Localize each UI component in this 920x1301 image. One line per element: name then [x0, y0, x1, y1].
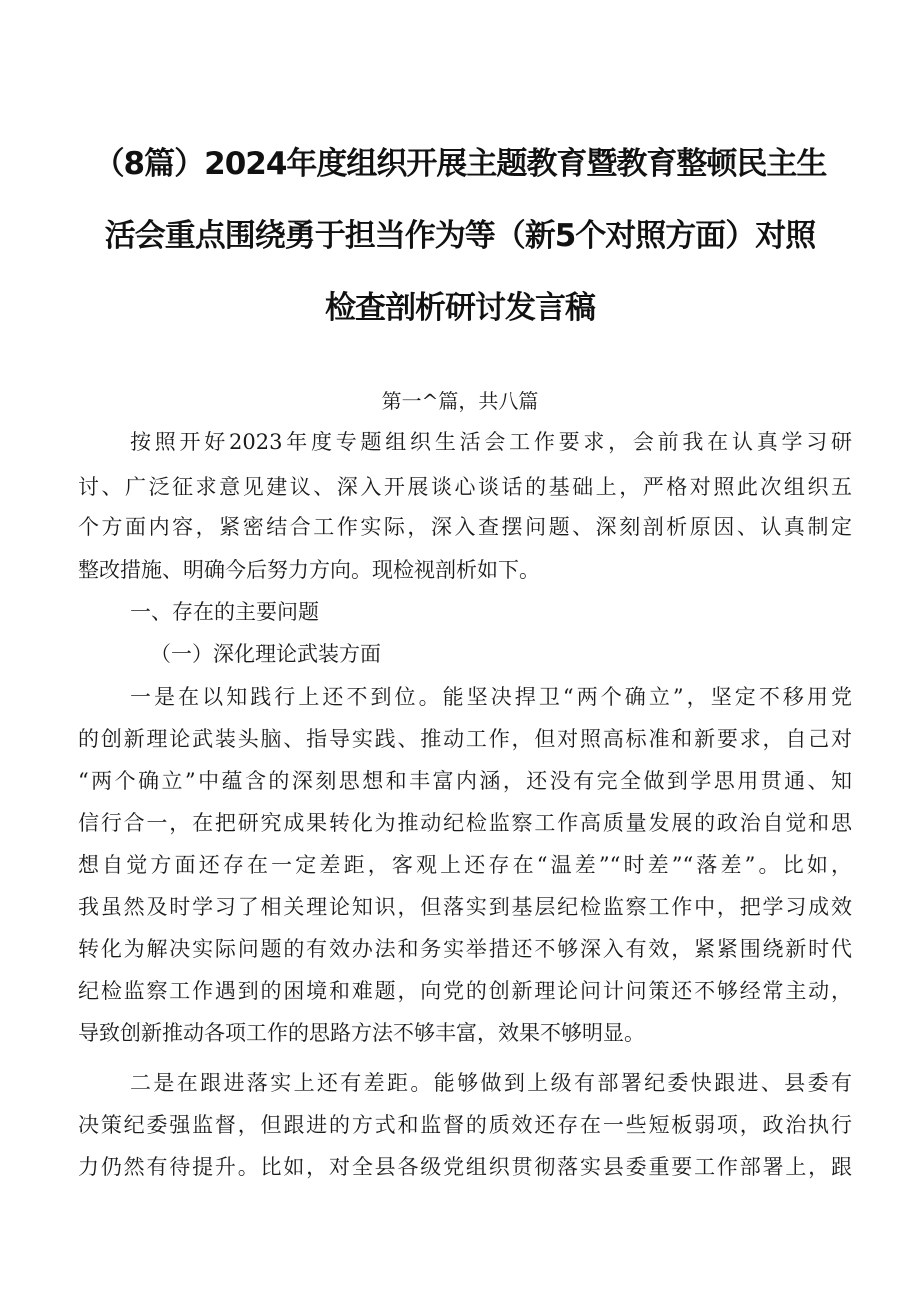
paragraph-2-line-3: “两个确立”中蕴含的深刻思想和丰富内涵，还没有完全做到学思用贯通、知: [78, 769, 852, 793]
paragraph-3-line-2: 决策纪委强监督，但跟进的方式和监督的质效还存在一些短板弱项，政治执行: [78, 1113, 852, 1137]
subsection-heading: （一）深化理论武装方面: [150, 642, 381, 666]
document-title-line-1: （8篇）2024年度组织开展主题教育暨教育整顿民主生: [93, 146, 827, 182]
document-title-line-3: 检查剖析研讨发言稿: [325, 290, 595, 326]
document-subtitle: 第一^篇，共八篇: [381, 389, 539, 413]
paragraph-2-line-1: 一是在以知践行上还不到位。能坚决捍卫“两个确立”，坚定不移用党: [130, 685, 852, 709]
paragraph-1-line-1: 按照开好2023年度专题组织生活会工作要求，会前我在认真学习研: [130, 430, 852, 454]
paragraph-1-line-4: 整改措施、明确今后努力方向。现检视剖析如下。: [78, 558, 540, 582]
paragraph-2-line-5: 想自觉方面还存在一定差距，客观上还存在“温差”“时差”“落差”。比如，: [78, 853, 852, 877]
paragraph-2-line-8: 纪检监察工作遇到的困境和难题，向党的创新理论问计问策还不够经常主动，: [78, 979, 852, 1003]
paragraph-3-line-3: 力仍然有待提升。比如，对全县各级党组织贯彻落实县委重要工作部署上，跟: [78, 1155, 852, 1179]
paragraph-2-line-4: 信行合一，在把研究成果转化为推动纪检监察工作高质量发展的政治自觉和思: [78, 811, 852, 835]
paragraph-3-line-1: 二是在跟进落实上还有差距。能够做到上级有部署纪委快跟进、县委有: [130, 1071, 852, 1095]
paragraph-2-line-7: 转化为解决实际问题的有效办法和务实举措还不够深入有效，紧紧围绕新时代: [78, 937, 852, 961]
paragraph-2-line-9: 导致创新推动各项工作的思路方法不够丰富，效果不够明显。: [78, 1021, 645, 1045]
paragraph-2-line-6: 我虽然及时学习了相关理论知识，但落实到基层纪检监察工作中，把学习成效: [78, 895, 852, 919]
paragraph-2-line-2: 的创新理论武装头脑、指导实践、推动工作，但对照高标准和新要求，自己对: [78, 727, 852, 751]
document-title-line-2: 活会重点围绕勇于担当作为等（新5个对照方面）对照: [104, 218, 816, 254]
paragraph-1-line-3: 个方面内容，紧密结合工作实际，深入查摆问题、深刻剖析原因、认真制定: [78, 515, 852, 539]
section-heading: 一、存在的主要问题: [130, 600, 319, 624]
paragraph-1-line-2: 讨、广泛征求意见建议、深入开展谈心谈话的基础上，严格对照此次组织五: [78, 475, 852, 499]
